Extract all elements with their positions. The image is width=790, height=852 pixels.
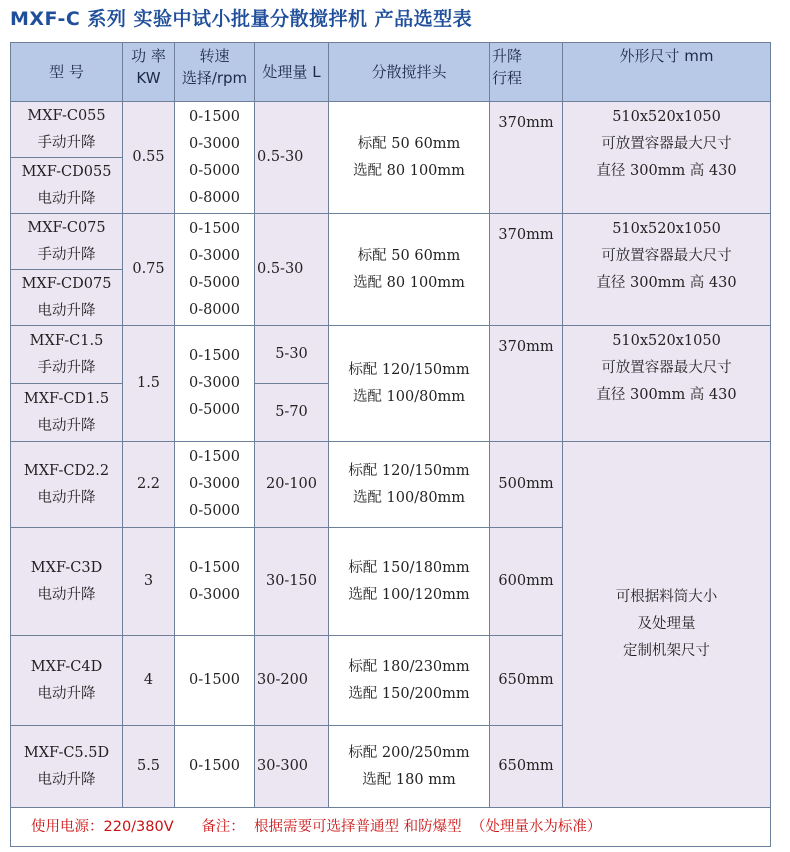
page-title: MXF-C 系列 实验中试小批量分散搅拌机 产品选型表 bbox=[10, 8, 473, 30]
power-cell: 3 bbox=[123, 528, 175, 636]
lift-cell: 650mm bbox=[490, 636, 563, 726]
head-cell: 标配 50 60mm 选配 80 100mm bbox=[329, 214, 490, 326]
size-cell: 510x520x1050 可放置容器最大尺寸 直径 300mm 高 430 bbox=[563, 214, 771, 326]
head-cell: 标配 50 60mm 选配 80 100mm bbox=[329, 102, 490, 214]
head-cell: 标配 180/230mm 选配 150/200mm bbox=[329, 636, 490, 726]
table-row bbox=[11, 102, 771, 158]
model-cell: MXF-CD2.2 电动升降 bbox=[11, 442, 123, 528]
speed-cell: 0-1500 0-3000 bbox=[175, 528, 255, 636]
lift-cell: 650mm bbox=[490, 726, 563, 808]
capacity-cell: 5-70 bbox=[255, 384, 329, 442]
head-cell: 标配 120/150mm 选配 100/80mm bbox=[329, 326, 490, 442]
selection-table bbox=[10, 42, 771, 847]
lift-cell: 370mm bbox=[490, 214, 563, 326]
note-text: 根据需要可选择普通型 和防爆型 （处理量水为标准） bbox=[254, 818, 602, 835]
head-cell: 标配 150/180mm 选配 100/120mm bbox=[329, 528, 490, 636]
capacity-cell: 5-30 bbox=[255, 326, 329, 384]
power-cell: 2.2 bbox=[123, 442, 175, 528]
capacity-cell: 30-300 bbox=[255, 726, 329, 808]
speed-cell: 0-1500 0-3000 0-5000 bbox=[175, 326, 255, 442]
size-cell: 510x520x1050 可放置容器最大尺寸 直径 300mm 高 430 bbox=[563, 326, 771, 442]
lift-cell: 600mm bbox=[490, 528, 563, 636]
lift-cell: 370mm bbox=[490, 102, 563, 214]
model-cell: MXF-C1.5 手动升降 bbox=[11, 326, 123, 384]
table-row bbox=[11, 214, 771, 270]
power-cell: 0.75 bbox=[123, 214, 175, 326]
power-cell: 4 bbox=[123, 636, 175, 726]
speed-cell: 0-1500 bbox=[175, 726, 255, 808]
footer-note bbox=[11, 808, 771, 847]
head-cell: 标配 200/250mm 选配 180 mm bbox=[329, 726, 490, 808]
header-speed: 转速 选择/rpm bbox=[175, 43, 255, 102]
speed-cell: 0-1500 bbox=[175, 636, 255, 726]
speed-cell: 0-1500 0-3000 0-5000 bbox=[175, 442, 255, 528]
header-lift: 升降 行程 bbox=[490, 43, 563, 102]
capacity-cell: 0.5-30 bbox=[255, 102, 329, 214]
size-cell: 510x520x1050 可放置容器最大尺寸 直径 300mm 高 430 bbox=[563, 102, 771, 214]
model-cell: MXF-CD1.5 电动升降 bbox=[11, 384, 123, 442]
power-cell: 0.55 bbox=[123, 102, 175, 214]
model-cell: MXF-C3D 电动升降 bbox=[11, 528, 123, 636]
custom-size-cell: 可根据料筒大小 及处理量 定制机架尺寸 bbox=[563, 442, 771, 808]
footer-row bbox=[11, 808, 771, 847]
header-power: 功 率 KW bbox=[123, 43, 175, 102]
header-size: 外形尺寸 mm bbox=[563, 43, 771, 102]
speed-cell: 0-1500 0-3000 0-5000 0-8000 bbox=[175, 214, 255, 326]
note-label: 备注： bbox=[201, 818, 245, 835]
table-row bbox=[11, 442, 771, 528]
model-cell: MXF-C055 手动升降 bbox=[11, 102, 123, 158]
power-supply-note: 使用电源：220/380V bbox=[31, 818, 174, 835]
model-cell: MXF-C5.5D 电动升降 bbox=[11, 726, 123, 808]
lift-cell: 370mm bbox=[490, 326, 563, 442]
capacity-cell: 0.5-30 bbox=[255, 214, 329, 326]
lift-cell: 500mm bbox=[490, 442, 563, 528]
capacity-cell: 30-200 bbox=[255, 636, 329, 726]
power-cell: 5.5 bbox=[123, 726, 175, 808]
model-cell: MXF-CD055 电动升降 bbox=[11, 158, 123, 214]
speed-cell: 0-1500 0-3000 0-5000 0-8000 bbox=[175, 102, 255, 214]
header-head: 分散搅拌头 bbox=[329, 43, 490, 102]
capacity-cell: 20-100 bbox=[255, 442, 329, 528]
capacity-cell: 30-150 bbox=[255, 528, 329, 636]
head-cell: 标配 120/150mm 选配 100/80mm bbox=[329, 442, 490, 528]
model-cell: MXF-C075 手动升降 bbox=[11, 214, 123, 270]
model-cell: MXF-C4D 电动升降 bbox=[11, 636, 123, 726]
power-cell: 1.5 bbox=[123, 326, 175, 442]
header-model: 型 号 bbox=[11, 43, 123, 102]
table-header-row bbox=[11, 43, 771, 102]
table-row bbox=[11, 326, 771, 384]
model-cell: MXF-CD075 电动升降 bbox=[11, 270, 123, 326]
header-capacity: 处理量 L bbox=[255, 43, 329, 102]
